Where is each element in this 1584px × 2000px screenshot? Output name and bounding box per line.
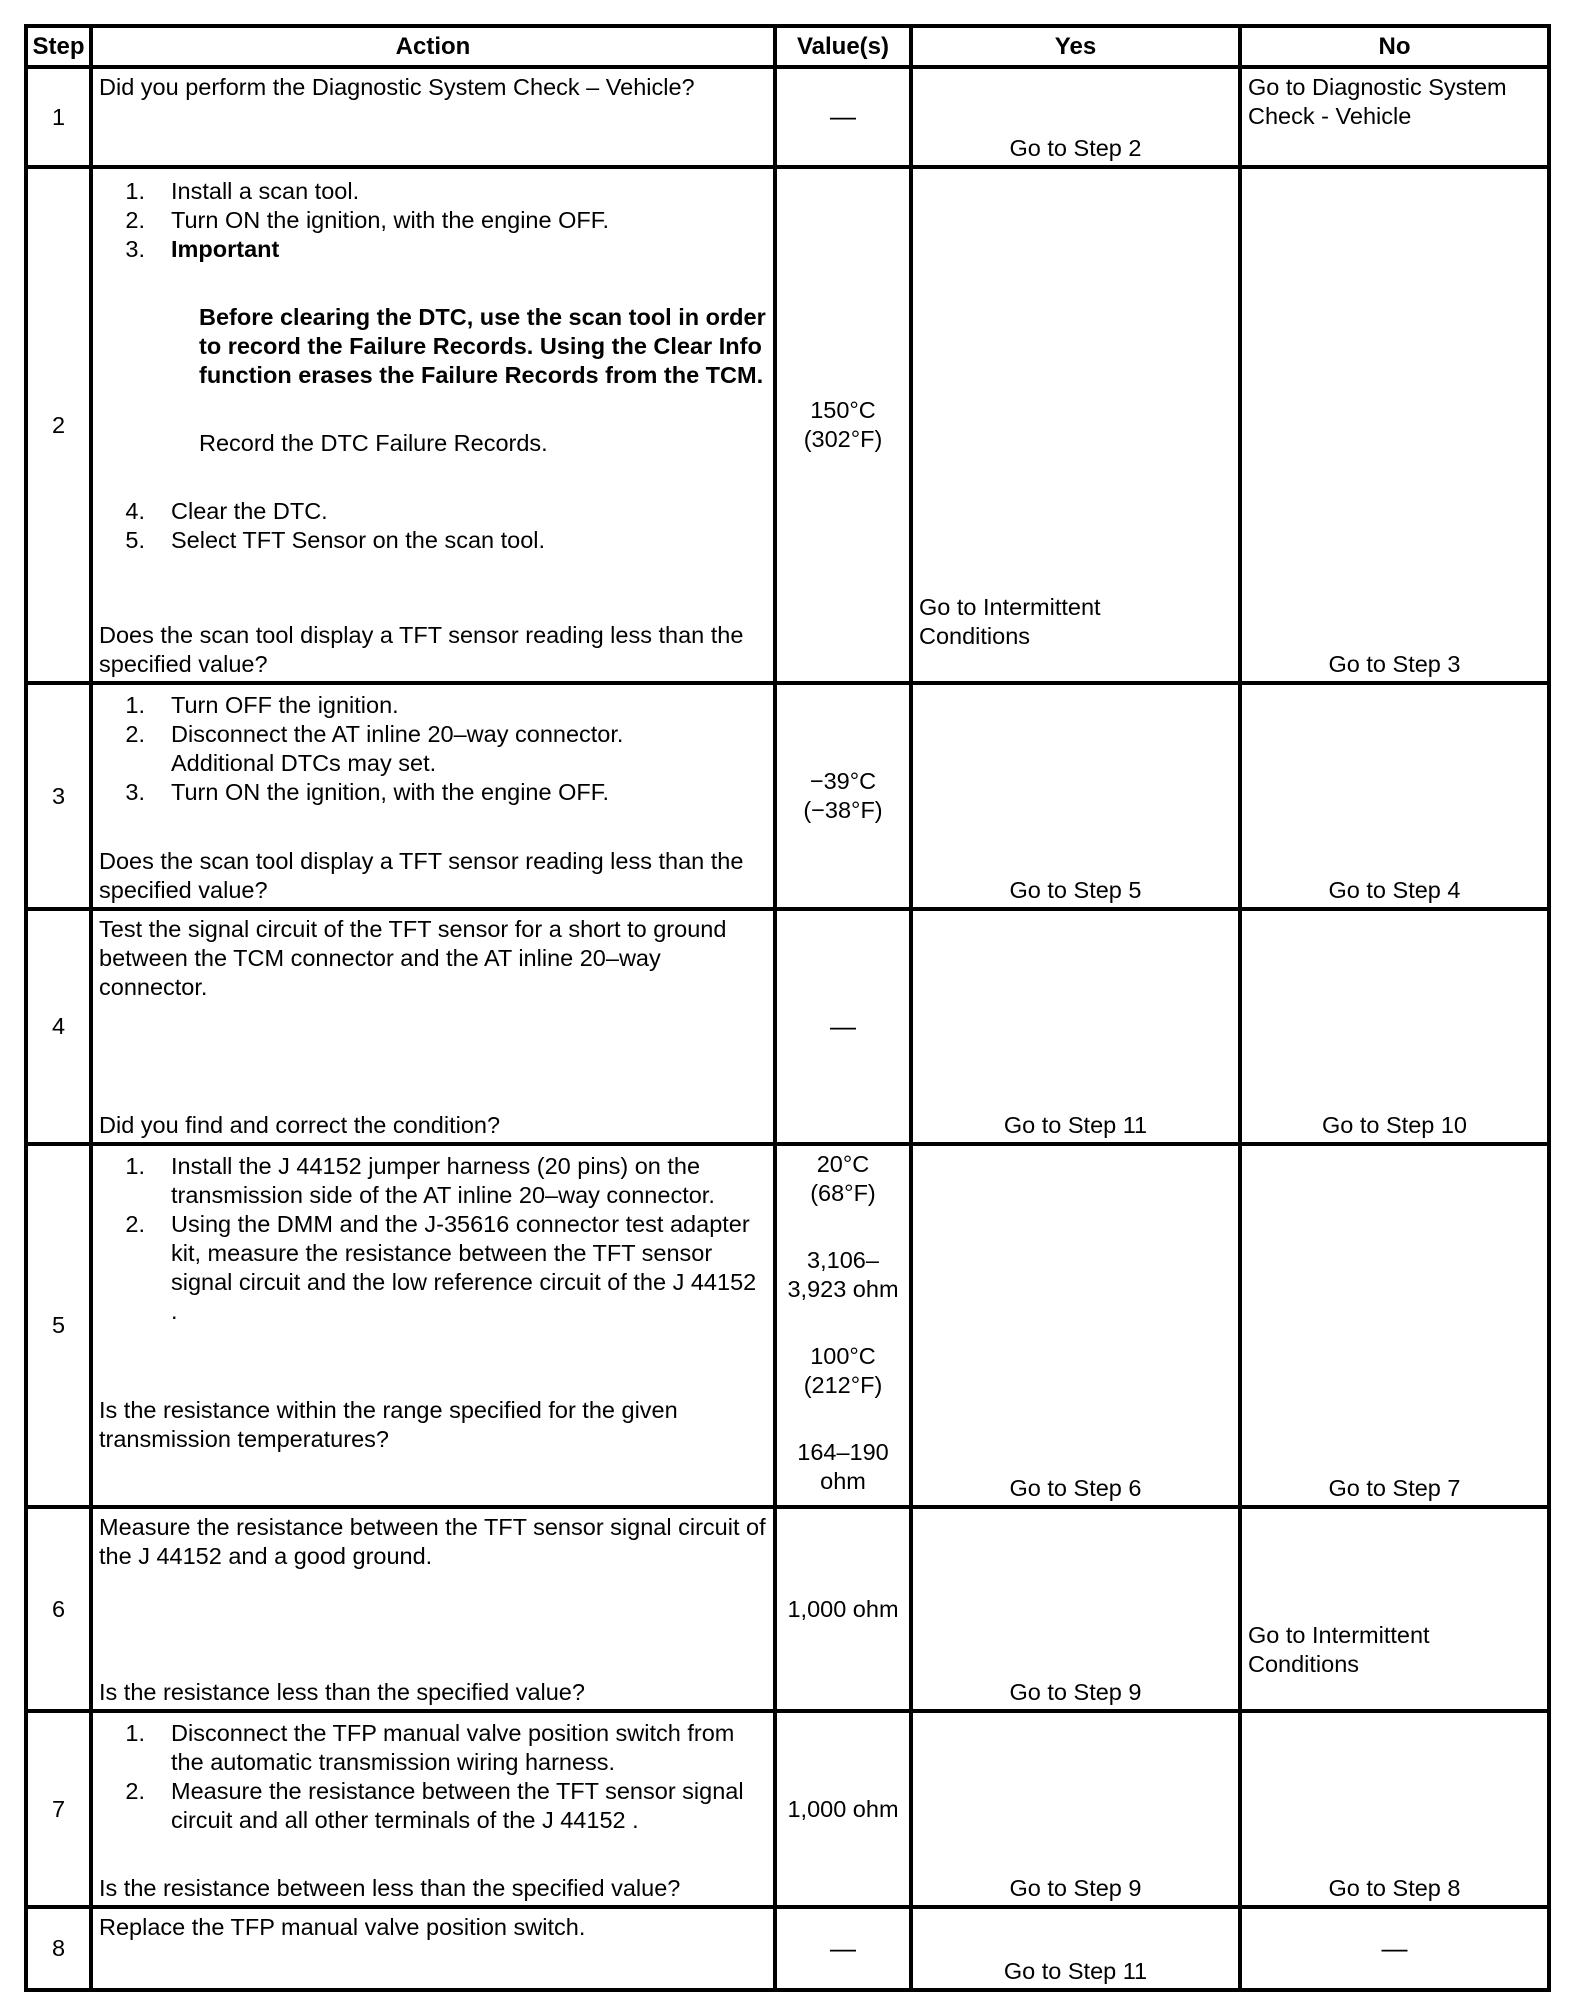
no-link[interactable]: Go to Step 10 [1321, 1112, 1468, 1138]
item-number: 3. [125, 779, 145, 805]
header-row [26, 26, 1549, 67]
yes-cell [911, 167, 1240, 683]
yes-cell [911, 67, 1240, 167]
action-question: Did you perform the Diagnostic System Check – Vehicle? [99, 74, 695, 100]
item-number: 1. [125, 1720, 145, 1746]
item-text: Turn OFF the ignition. [171, 692, 399, 718]
list-item [99, 235, 769, 264]
no-cell [1240, 683, 1549, 909]
item-text: Disconnect the TFP manual valve position switch from the automatic transmission wiring harness. [171, 1720, 735, 1775]
item-number: 3. [125, 236, 145, 262]
yes-cell [911, 909, 1240, 1144]
table-row [26, 683, 1549, 909]
yes-link-line: Conditions [919, 623, 1031, 649]
no-cell [1240, 1711, 1549, 1907]
record-instruction: Record the DTC Failure Records. [199, 430, 548, 456]
item-number: 1. [125, 178, 145, 204]
step-number: 8 [26, 1907, 91, 1990]
no-link[interactable]: Go to Step 7 [1328, 1475, 1461, 1501]
yes-link[interactable]: Go to Step 6 [1009, 1475, 1142, 1501]
no-link[interactable] [1248, 73, 1543, 131]
item-text: Select TFT Sensor on the scan tool. [171, 527, 546, 553]
value-cell [775, 909, 911, 1144]
yes-link[interactable] [919, 593, 1234, 651]
action-steps [99, 177, 769, 555]
value-cell: 1,000 ohm [775, 1507, 911, 1711]
action-question: Is the resistance within the range specified for the given transmission temperatures? [99, 1397, 678, 1452]
item-text: Turn ON the ignition, with the engine OFF. [171, 779, 610, 805]
important-label: Important [171, 236, 280, 262]
no-link-line: Check - Vehicle [1248, 103, 1412, 129]
action-steps [99, 691, 769, 807]
item-text: Install the J 44152 jumper harness (20 pins) on the transmission side of the AT inline 20–way connector. [171, 1153, 715, 1208]
list-item [99, 720, 769, 778]
list-item [99, 497, 769, 526]
yes-link[interactable]: Go to Step 11 [1003, 1958, 1148, 1984]
item-text: Disconnect the AT inline 20–way connector. Additional DTCs may set. [171, 721, 624, 776]
action-text: Replace the TFP manual valve position switch. [99, 1914, 586, 1940]
table-row [26, 1144, 1549, 1507]
no-cell [1240, 67, 1549, 167]
step-number: 5 [26, 1144, 91, 1507]
value-line: −39°C [809, 768, 877, 794]
list-item [99, 1210, 769, 1326]
no-link[interactable] [1248, 1621, 1543, 1679]
step-number: 7 [26, 1711, 91, 1907]
action-cell [91, 1907, 775, 1990]
no-cell [1240, 1144, 1549, 1507]
yes-cell [911, 1507, 1240, 1711]
item-text: Install a scan tool. [171, 178, 360, 204]
action-steps [99, 1719, 769, 1835]
action-question: Is the resistance less than the specified value? [99, 1679, 585, 1705]
value-cell [775, 683, 911, 909]
action-question: Does the scan tool display a TFT sensor reading less than the specified value? [99, 622, 744, 677]
item-number: 2. [125, 1778, 145, 1804]
value-line: 150°C [810, 397, 876, 423]
table-row [26, 67, 1549, 167]
list-item [99, 778, 769, 807]
value-line: 100°C [810, 1343, 876, 1369]
step-number: 2 [26, 167, 91, 683]
value-dash: — [830, 1932, 856, 1963]
table-row [26, 1907, 1549, 1990]
yes-cell [911, 1144, 1240, 1507]
list-item [99, 206, 769, 235]
header-step: Step [26, 26, 91, 67]
step-number: 1 [26, 67, 91, 167]
no-link[interactable]: Go to Step 4 [1328, 877, 1461, 903]
no-link-line: Conditions [1248, 1651, 1360, 1677]
table-row [26, 1507, 1549, 1711]
action-question: Did you find and correct the condition? [99, 1112, 501, 1138]
yes-cell [911, 1711, 1240, 1907]
action-question: Is the resistance between less than the specified value? [99, 1875, 681, 1901]
no-cell [1240, 909, 1549, 1144]
no-dash: — [1381, 1932, 1408, 1963]
important-note: Before clearing the DTC, use the scan tool in order to record the Failure Records. Using the Clear Info function erases the Failure Records from the TCM. [199, 304, 766, 388]
item-number: 5. [125, 527, 145, 553]
no-cell [1240, 167, 1549, 683]
value-cell [775, 1144, 911, 1507]
header-no: No [1240, 26, 1549, 67]
item-number: 2. [125, 207, 145, 233]
value-line: ohm [820, 1468, 866, 1494]
step-number: 4 [26, 909, 91, 1144]
no-link-line: Go to Diagnostic System [1248, 74, 1507, 100]
list-item [99, 526, 769, 555]
no-cell [1240, 1907, 1549, 1990]
list-item [99, 691, 769, 720]
item-text: Measure the resistance between the TFT sensor signal circuit and all other terminals of the J 44152 . [171, 1778, 744, 1833]
no-cell [1240, 1507, 1549, 1711]
value-line: (−38°F) [803, 797, 883, 823]
value-line: 3,923 ohm [787, 1276, 899, 1302]
table-row [26, 167, 1549, 683]
value-line: 20°C [816, 1151, 870, 1177]
list-item [99, 177, 769, 206]
item-number: 1. [125, 1153, 145, 1179]
item-number: 4. [125, 498, 145, 524]
yes-cell [911, 683, 1240, 909]
table-row [26, 1711, 1549, 1907]
no-link[interactable]: Go to Step 3 [1328, 651, 1461, 677]
value-line: 164–190 [797, 1439, 889, 1465]
value-block [777, 1150, 909, 1496]
value-cell [775, 67, 911, 167]
action-cell [91, 67, 775, 167]
item-number: 2. [125, 721, 145, 747]
value-cell [775, 1907, 911, 1990]
item-number: 1. [125, 692, 145, 718]
item-number: 2. [125, 1211, 145, 1237]
action-cell [91, 167, 775, 683]
yes-link[interactable]: Go to Step 5 [1009, 877, 1142, 903]
item-text: Turn ON the ignition, with the engine OFF. [171, 207, 610, 233]
value-dash: — [830, 101, 856, 131]
yes-link[interactable]: Go to Step 11 [1003, 1112, 1148, 1138]
action-cell [91, 683, 775, 909]
value-line: (212°F) [803, 1372, 883, 1398]
action-question: Does the scan tool display a TFT sensor reading less than the specified value? [99, 848, 744, 903]
table-row [26, 909, 1549, 1144]
action-cell [91, 909, 775, 1144]
item-text: Using the DMM and the J-35616 connector test adapter kit, measure the resistance between the TFT sensor signal circuit and the low reference circuit of the J 44152 . [171, 1211, 757, 1324]
step-number: 6 [26, 1507, 91, 1711]
yes-link[interactable]: Go to Step 2 [1009, 135, 1142, 161]
action-cell [91, 1711, 775, 1907]
action-cell [91, 1507, 775, 1711]
no-link[interactable]: Go to Step 8 [1328, 1875, 1461, 1901]
value-line: (302°F) [803, 426, 883, 452]
no-link-line: Go to Intermittent [1248, 1622, 1430, 1648]
header-yes: Yes [911, 26, 1240, 67]
header-action: Action [91, 26, 775, 67]
header-values: Value(s) [775, 26, 911, 67]
yes-link-line: Go to Intermittent [919, 594, 1101, 620]
diagnostic-table [24, 24, 1551, 1992]
value-cell [775, 167, 911, 683]
action-text: Test the signal circuit of the TFT sensor for a short to ground between the TCM connector and the AT inline 20–way connector. [99, 916, 727, 1000]
list-item [99, 1719, 769, 1777]
action-cell [91, 1144, 775, 1507]
value-dash: — [830, 1010, 856, 1041]
yes-link[interactable]: Go to Step 9 [1009, 1679, 1142, 1705]
list-item [99, 1152, 769, 1210]
action-steps [99, 1152, 769, 1326]
list-item [99, 1777, 769, 1835]
yes-cell [911, 1907, 1240, 1990]
value-line: (68°F) [810, 1180, 876, 1206]
step-number: 3 [26, 683, 91, 909]
action-text: Measure the resistance between the TFT sensor signal circuit of the J 44152 and a good ground. [99, 1514, 766, 1569]
yes-link[interactable]: Go to Step 9 [1009, 1875, 1142, 1901]
value-line: 3,106– [807, 1247, 879, 1273]
value-cell: 1,000 ohm [775, 1711, 911, 1907]
item-text: Clear the DTC. [171, 498, 328, 524]
